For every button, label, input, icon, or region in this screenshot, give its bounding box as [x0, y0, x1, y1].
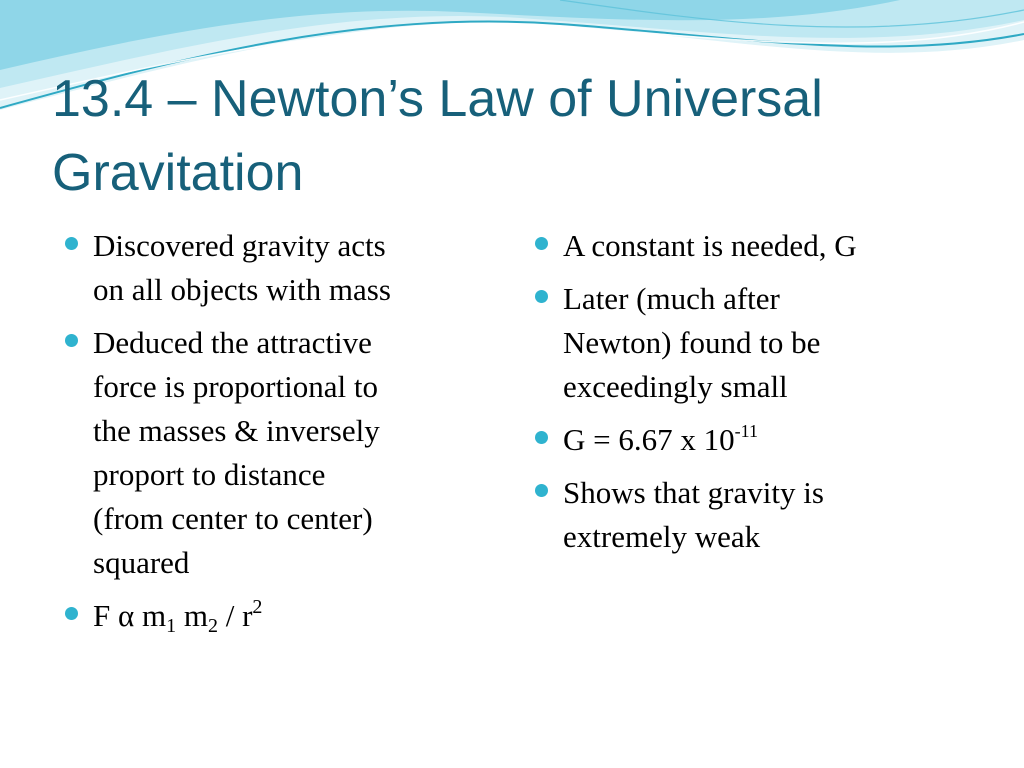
bullet-line: proport to distance: [93, 457, 326, 492]
formula-superscript-2: 2: [252, 596, 263, 618]
bullet-text: [563, 471, 972, 559]
title-line-1: 13.4 – Newton’s Law of Universal: [52, 70, 823, 128]
bullet-line: on all objects with mass: [93, 272, 391, 307]
bullet-line: A constant is needed, G: [563, 228, 857, 263]
bullet-item-constant: [532, 224, 972, 268]
g-value-exponent: -11: [734, 421, 758, 441]
bullet-text: [563, 277, 972, 409]
bullet-line: extremely weak: [563, 519, 761, 554]
bullet-line: Shows that gravity is: [563, 475, 824, 510]
bullet-item-formula: [62, 594, 482, 638]
bullet-line: Newton) found to be: [563, 325, 821, 360]
formula-subscript-2: 2: [207, 615, 218, 637]
bullet-item-weak: [532, 471, 972, 559]
left-bullet-list: [62, 224, 482, 647]
bullet-dot-icon: [535, 484, 548, 497]
title-line-2: Gravitation: [52, 144, 304, 202]
bullet-item-later: [532, 277, 972, 409]
formula-f-m: F α m: [93, 598, 167, 633]
g-value-base: G = 6.67 x 10: [563, 422, 735, 457]
bullet-item-g-value: [532, 418, 972, 462]
bullet-dot-icon: [535, 431, 548, 444]
bullet-line: Later (much after: [563, 281, 780, 316]
g-value: [563, 418, 972, 462]
bullet-line: squared: [93, 545, 190, 580]
right-bullet-list: [532, 224, 972, 568]
bullet-line: (from center to center): [93, 501, 373, 536]
bullet-line: exceedingly small: [563, 369, 788, 404]
bullet-line: Discovered gravity acts: [93, 228, 386, 263]
bullet-dot-icon: [65, 237, 78, 250]
bullet-item-discovered: [62, 224, 482, 312]
bullet-line: Deduced the attractive: [93, 325, 372, 360]
formula-m2: m: [176, 598, 208, 633]
bullet-dot-icon: [65, 607, 78, 620]
slide-title: [52, 62, 992, 210]
bullet-dot-icon: [65, 334, 78, 347]
bullet-text: [93, 224, 482, 312]
formula-subscript-1: 1: [166, 615, 177, 637]
formula-divide-r: / r: [217, 598, 253, 633]
bullet-item-deduced: [62, 321, 482, 585]
bullet-dot-icon: [535, 237, 548, 250]
bullet-line: the masses & inversely: [93, 413, 380, 448]
bullet-text: [93, 321, 482, 585]
bullet-dot-icon: [535, 290, 548, 303]
gravity-proportion-formula: [93, 594, 482, 638]
bullet-line: force is proportional to: [93, 369, 378, 404]
bullet-text: [563, 224, 972, 268]
